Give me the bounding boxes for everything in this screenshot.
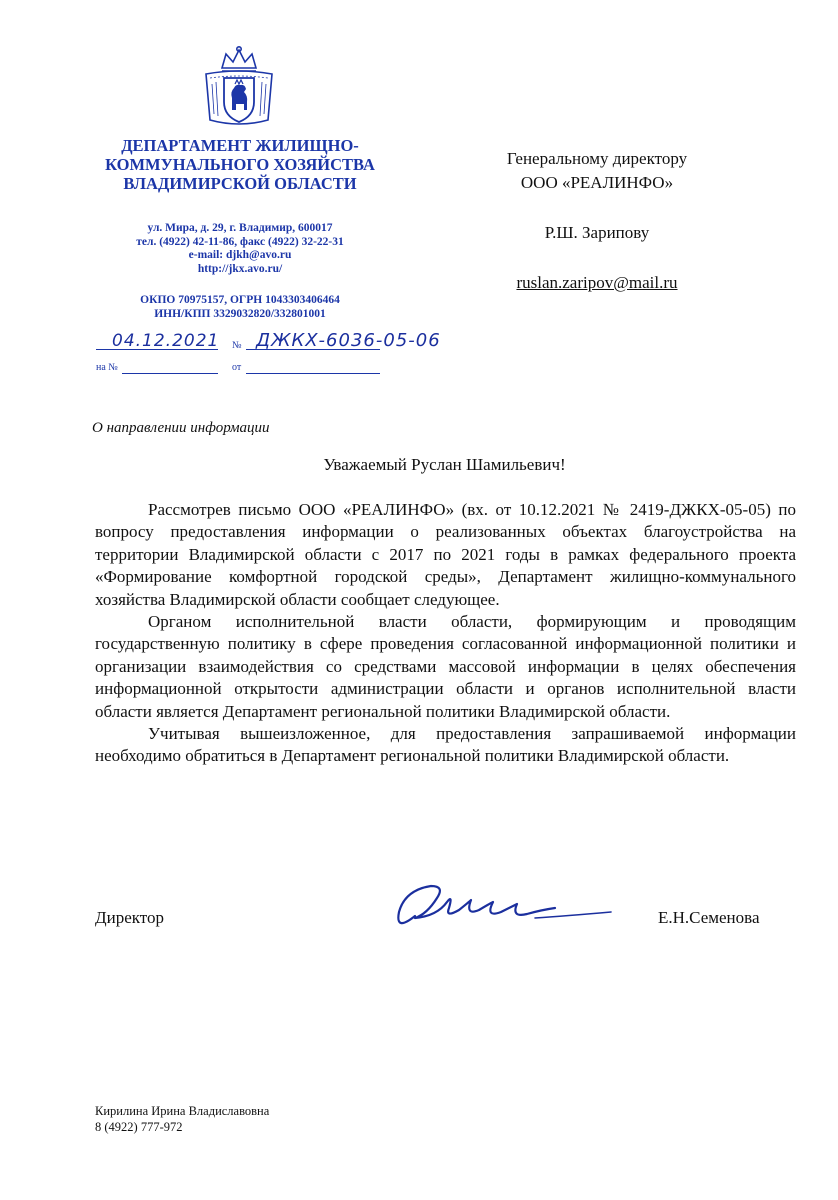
signatory-title: Директор — [95, 908, 164, 927]
addressee-position: Генеральному директору — [506, 149, 688, 168]
reg-from-label: от — [232, 362, 242, 373]
addressee-company: ООО «РЕАЛИНФО» — [520, 173, 674, 192]
executor-block — [95, 1103, 269, 1135]
number-sign: № — [232, 340, 242, 351]
addressee-block — [462, 147, 732, 295]
addressee-email: ruslan.zaripov@mail.ru — [516, 273, 678, 292]
executor-name: Кирилина Ирина Владиславовна — [95, 1104, 270, 1118]
number-underline — [246, 349, 380, 350]
letter-body — [95, 499, 796, 768]
greeting: Уважаемый Руслан Шамильевич! — [323, 455, 566, 474]
body-paragraph: Органом исполнительной власти области, формирующим и проводящим государственную политику в сфере проведения согласованной информационной политики и организации взаимодействия со средствами массовой информации в целях обеспечения информационной открытости администрации области и органов исполнительной власти области является Департамент региональной политики Владимирской области. — [95, 612, 796, 721]
handwritten-date: 04.12.2021 — [112, 331, 220, 351]
department-name — [90, 136, 390, 193]
phone-line: тел. (4922) 42-11-86, факс (4922) 32-22-31 — [136, 235, 344, 248]
address-line: ул. Мира, д. 29, г. Владимир, 600017 — [147, 222, 333, 234]
coat-of-arms-icon — [202, 44, 276, 130]
reg-on-label: на № — [96, 362, 118, 373]
website-line: http://jkx.avo.ru/ — [197, 262, 283, 275]
handwritten-signature — [385, 872, 625, 942]
addressee-name: Р.Ш. Зарипову — [544, 223, 650, 242]
inn-kpp-line: ИНН/КПП 3329032820/332801001 — [154, 307, 326, 320]
handwritten-number: ДЖКХ-6036-05-06 — [256, 330, 441, 351]
reg-on-underline — [122, 373, 218, 374]
executor-phone: 8 (4922) 777-972 — [95, 1120, 183, 1134]
letter-subject: О направлении информации — [92, 420, 270, 436]
department-contacts — [90, 222, 390, 276]
body-paragraph: Учитывая вышеизложенное, для предоставления запрашиваемой информации необходимо обратиться в Департамент региональной политики Владимирской области. — [95, 724, 796, 766]
email-line: e-mail: djkh@avo.ru — [188, 249, 292, 261]
department-codes — [90, 294, 390, 321]
date-underline — [96, 349, 218, 350]
signatory-name: Е.Н.Семенова — [658, 908, 760, 927]
department-name-line: ВЛАДИМИРСКОЙ ОБЛАСТИ — [123, 174, 357, 193]
department-name-line: ДЕПАРТАМЕНТ ЖИЛИЩНО- — [121, 136, 359, 155]
body-paragraph: Рассмотрев письмо ООО «РЕАЛИНФО» (вх. от 10.12.2021 № 2419-ДЖКХ-05-05) по вопросу предоставления информации о реализованных объектах благоустройства на территории Владимирской области с 2017 по 2021 годы в рамках федерального проекта «Формирование комфортной городской среды», Департамент жилищно-коммунального хозяйства Владимирской области сообщает следующее. — [95, 500, 796, 609]
department-name-line: КОММУНАЛЬНОГО ХОЗЯЙСТВА — [105, 155, 375, 174]
okpo-ogrn-line: ОКПО 70975157, ОГРН 1043303406464 — [140, 294, 340, 306]
reg-from-underline — [246, 373, 380, 374]
